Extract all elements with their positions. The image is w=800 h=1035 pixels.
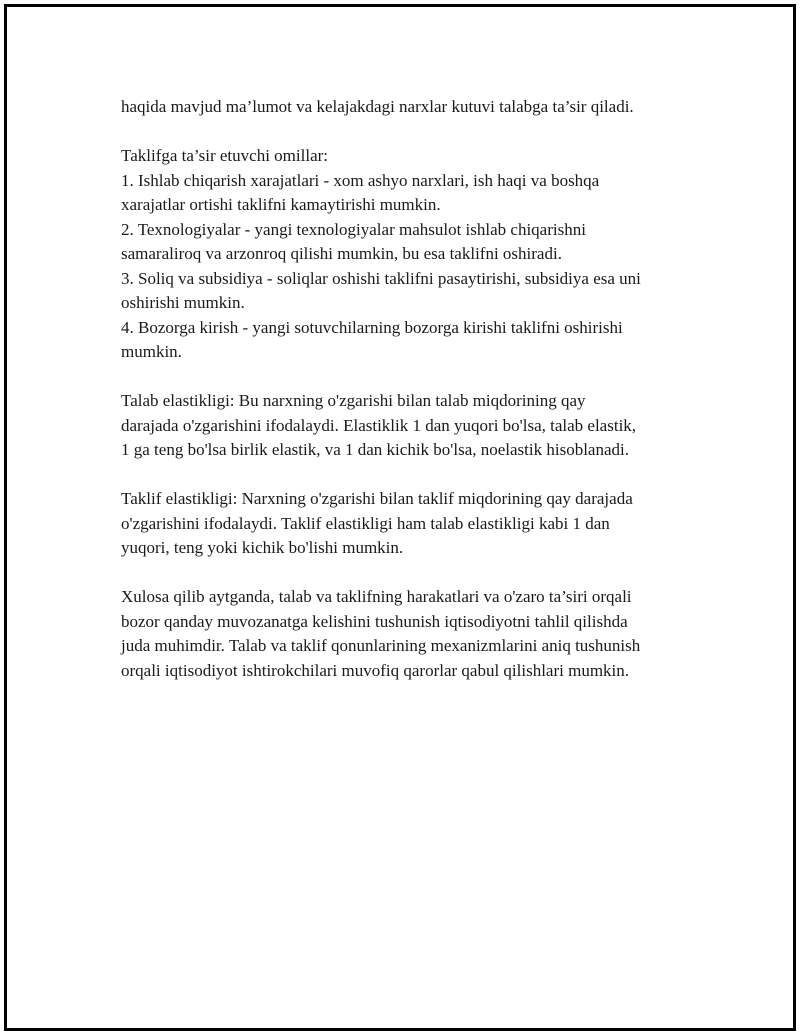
section-heading-supply-factors: Taklifga ta’sir etuvchi omillar: [121, 146, 328, 165]
list-item-2-continued: samaraliroq va arzonroq qilishi mumkin, bu esa taklifni oshiradi. [121, 244, 562, 263]
paragraph-gap [121, 365, 711, 390]
paragraph-gap [121, 120, 711, 145]
conclusion-line: Xulosa qilib aytganda, talab va taklifning harakatlari va o'zaro ta’siri orqali [121, 587, 632, 606]
conclusion-line: orqali iqtisodiyot ishtirokchilari muvofiq qarorlar qabul qilishlari mumkin. [121, 660, 630, 680]
document-page [4, 4, 796, 1031]
list-item-4: 4. Bozorga kirish - yangi sotuvchilarning bozorga kirishi taklifni oshirishi [121, 317, 623, 337]
paragraph-gap [121, 463, 711, 488]
list-item-1: 1. Ishlab chiqarish xarajatlari - xom ashyo narxlari, ish haqi va boshqa [121, 170, 600, 190]
text-line: haqida mavjud ma’lumot va kelajakdagi narxlar kutuvi talabga ta’sir qiladi. [121, 97, 634, 116]
demand-elasticity-line: 1 ga teng bo'lsa birlik elastik, va 1 dan kichik bo'lsa, noelastik hisoblanadi. [121, 440, 629, 459]
conclusion-line: bozor qanday muvozanatga kelishini tushunish iqtisodiyotni tahlil qilishda [121, 611, 628, 631]
paragraph-gap [121, 561, 711, 586]
list-item-2: 2. Texnologiyalar - yangi texnologiyalar mahsulot ishlab chiqarishni [121, 219, 586, 239]
conclusion-line: juda muhimdir. Talab va taklif qonunlarining mexanizmlarini aniq tushunish [121, 636, 641, 655]
list-item-3: 3. Soliq va subsidiya - soliqlar oshishi taklifni pasaytirishi, subsidiya esa uni [121, 268, 641, 288]
demand-elasticity-line: darajada o'zgarishini ifodalaydi. Elastiklik 1 dan yuqori bo'lsa, talab elastik, [121, 415, 637, 435]
supply-elasticity-line: o'zgarishini ifodalaydi. Taklif elastikligi ham talab elastikligi kabi 1 dan [121, 513, 610, 533]
supply-elasticity-line: Taklif elastikligi: Narxning o'zgarishi bilan taklif miqdorining qay darajada [121, 489, 633, 508]
list-item-3-continued: oshirishi mumkin. [121, 293, 245, 312]
demand-elasticity-line: Talab elastikligi: Bu narxning o'zgarishi bilan talab miqdorining qay [121, 391, 586, 410]
supply-elasticity-line: yuqori, teng yoki kichik bo'lishi mumkin. [121, 538, 404, 557]
list-item-4-continued: mumkin. [121, 342, 182, 361]
document-body [121, 95, 711, 683]
list-item-1-continued: xarajatlar ortishi taklifni kamaytirishi mumkin. [121, 195, 441, 214]
